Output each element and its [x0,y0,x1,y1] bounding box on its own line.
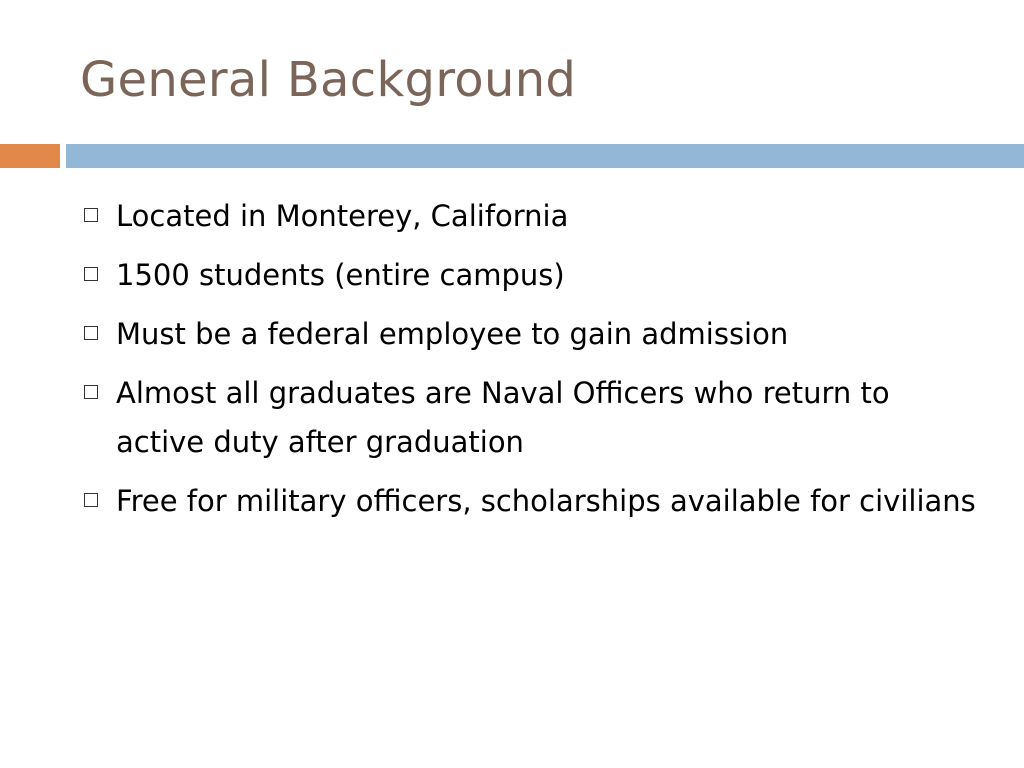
bullet-text: Free for military officers, scholarships available for civilians [116,484,976,518]
accent-bar [0,144,60,168]
bullet-text: Must be a federal employee to gain admission [116,317,789,351]
hollow-square-icon [84,208,98,222]
bullet-text: 1500 students (entire campus) [116,258,565,292]
bullet-item [80,477,980,526]
bullet-item [80,369,980,467]
title-divider-bar [66,144,1024,168]
hollow-square-icon [84,385,98,399]
bullet-text: Located in Monterey, California [116,199,569,233]
hollow-square-icon [84,493,98,507]
hollow-square-icon [84,267,98,281]
bullet-list [80,192,980,536]
slide-title: General Background [80,52,577,108]
bullet-item [80,310,980,359]
bullet-item [80,192,980,241]
bullet-item [80,251,980,300]
hollow-square-icon [84,326,98,340]
bullet-text: Almost all graduates are Naval Officers who return to active duty after graduation [116,376,890,459]
